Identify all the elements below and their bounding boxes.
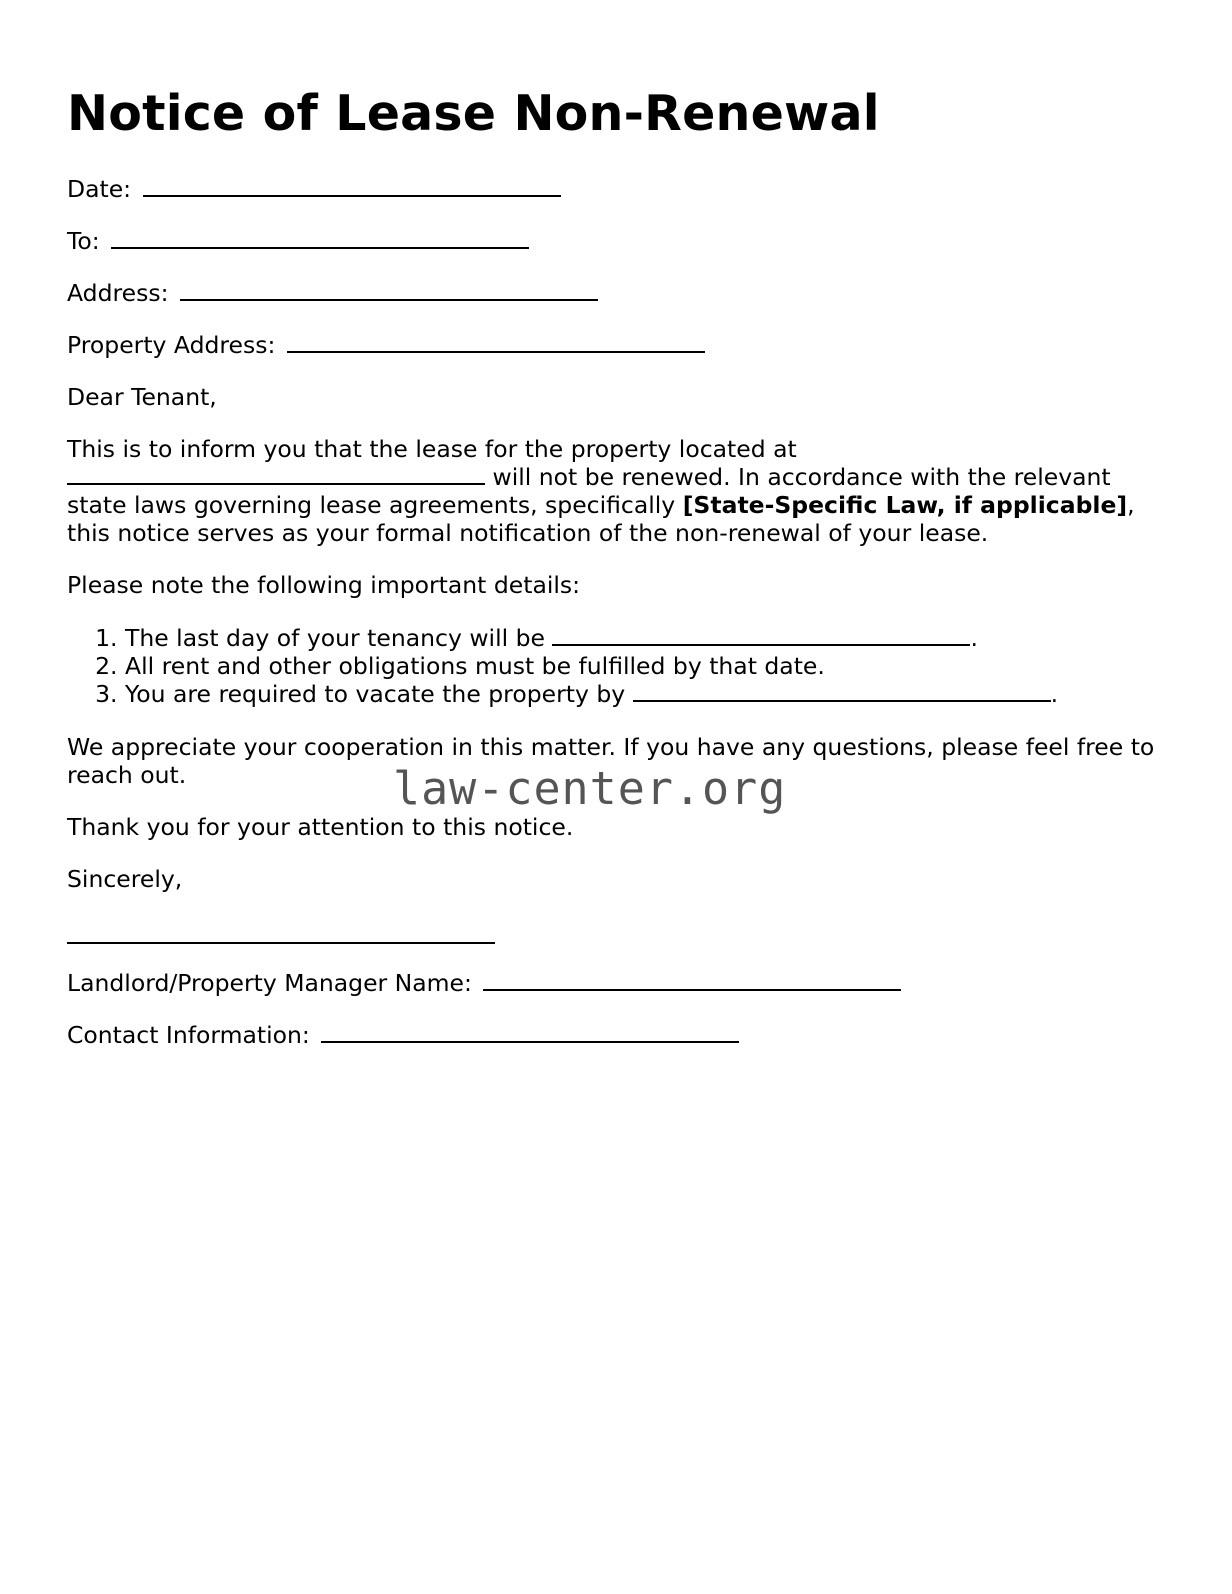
details-list: [67, 624, 1058, 708]
landlord-name-field: [67, 969, 901, 997]
date-label: Date:: [67, 175, 132, 203]
notice-paragraph: [67, 435, 1157, 547]
paragraph-intro: This is to inform you that the lease for the property located at: [67, 435, 797, 463]
list-item: 1. The last day of your tenancy will be .: [125, 624, 1058, 652]
address-label: Address:: [67, 279, 169, 307]
address-blank: [180, 279, 598, 301]
property-location-blank: [67, 463, 485, 485]
signature-line: [67, 918, 495, 944]
paragraph-middle: will not be renewed. In accordance with the relevant state laws governing lease agreements, specifically: [67, 463, 1111, 519]
vacate-date-blank: [633, 680, 1051, 702]
landlord-name-blank: [483, 969, 901, 991]
salutation: Dear Tenant,: [67, 383, 217, 411]
to-blank: [111, 227, 529, 249]
closing-line: Sincerely,: [67, 865, 183, 893]
details-intro: Please note the following important details:: [67, 571, 581, 599]
contact-info-label: Contact Information:: [67, 1021, 310, 1049]
address-field: [67, 279, 598, 307]
thanks-line: Thank you for your attention to this notice.: [67, 813, 574, 841]
date-field: [67, 175, 561, 203]
property-address-field: [67, 331, 705, 359]
tenancy-end-blank: [552, 624, 970, 646]
list-item: 2. All rent and other obligations must be fulfilled by that date.: [125, 652, 1058, 680]
watermark: law-center.org: [393, 762, 787, 815]
property-address-blank: [287, 331, 705, 353]
property-address-label: Property Address:: [67, 331, 276, 359]
state-law-placeholder: [State-Specific Law, if applicable]: [682, 491, 1128, 519]
appreciation-paragraph: We appreciate your cooperation in this matter. If you have any questions, please feel free to reach out.: [67, 733, 1155, 789]
to-field: [67, 227, 529, 255]
paragraph-end: , this notice serves as your formal notification of the non-renewal of your lease.: [67, 491, 1135, 547]
contact-info-field: [67, 1021, 739, 1049]
to-label: To:: [67, 227, 100, 255]
list-item: 3. You are required to vacate the property by .: [125, 680, 1058, 708]
landlord-name-label: Landlord/Property Manager Name:: [67, 969, 472, 997]
document-title: Notice of Lease Non-Renewal: [67, 85, 880, 142]
date-blank: [143, 175, 561, 197]
contact-info-blank: [321, 1021, 739, 1043]
